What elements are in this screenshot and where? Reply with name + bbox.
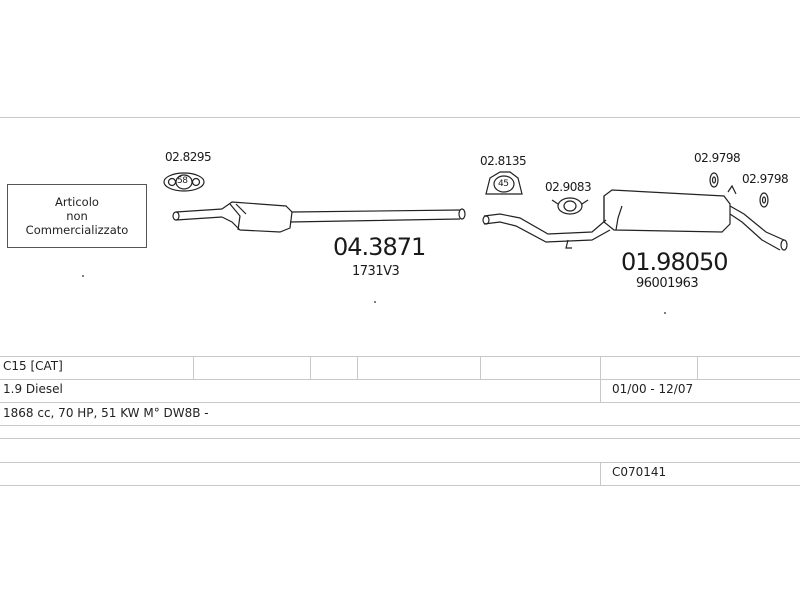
vehicle-specs: 1868 cc, 70 HP, 51 KW M° DW8B - xyxy=(3,406,209,420)
part-code-rear-silencer: 01.98050 xyxy=(621,248,728,276)
table-column-divider xyxy=(697,356,698,379)
notice-line: Commercializzato xyxy=(25,223,129,237)
rear-silencer-ref: 96001963 xyxy=(636,276,699,291)
table-divider xyxy=(0,438,800,439)
rubber-mount-icon xyxy=(710,173,718,187)
part-code-rubber-1: 02.9798 xyxy=(694,151,741,165)
table-column-divider xyxy=(357,356,358,379)
vehicle-model: C15 [CAT] xyxy=(3,359,63,373)
table-column-divider xyxy=(193,356,194,379)
notice-line: Articolo xyxy=(55,195,99,209)
table-divider xyxy=(0,356,800,357)
clamp-icon xyxy=(552,198,588,214)
part-code-clamp-2: 02.9083 xyxy=(545,180,592,194)
rear-silencer-icon xyxy=(483,186,787,250)
catalog-code: C070141 xyxy=(612,465,667,479)
gasket-size: 58 xyxy=(177,176,188,186)
table-column-divider xyxy=(600,356,601,402)
notice-line: non xyxy=(66,209,88,223)
front-pipe-ref: 1731V3 xyxy=(352,264,400,279)
clamp-size: 45 xyxy=(498,179,509,189)
vehicle-engine: 1.9 Diesel xyxy=(3,382,63,396)
table-divider xyxy=(0,379,800,380)
part-code-front-pipe: 04.3871 xyxy=(333,233,426,261)
part-code-gasket: 02.8295 xyxy=(165,150,212,164)
table-divider xyxy=(0,485,800,486)
table-column-divider xyxy=(600,462,601,485)
part-code-rubber-2: 02.9798 xyxy=(742,172,789,186)
table-column-divider xyxy=(480,356,481,379)
front-pipe-icon xyxy=(173,202,465,232)
table-column-divider xyxy=(310,356,311,379)
table-divider xyxy=(0,462,800,463)
table-divider xyxy=(0,402,800,403)
rubber-mount-icon xyxy=(760,193,768,207)
part-code-clamp-1: 02.8135 xyxy=(480,154,527,168)
table-divider xyxy=(0,425,800,426)
vehicle-period: 01/00 - 12/07 xyxy=(612,382,694,396)
